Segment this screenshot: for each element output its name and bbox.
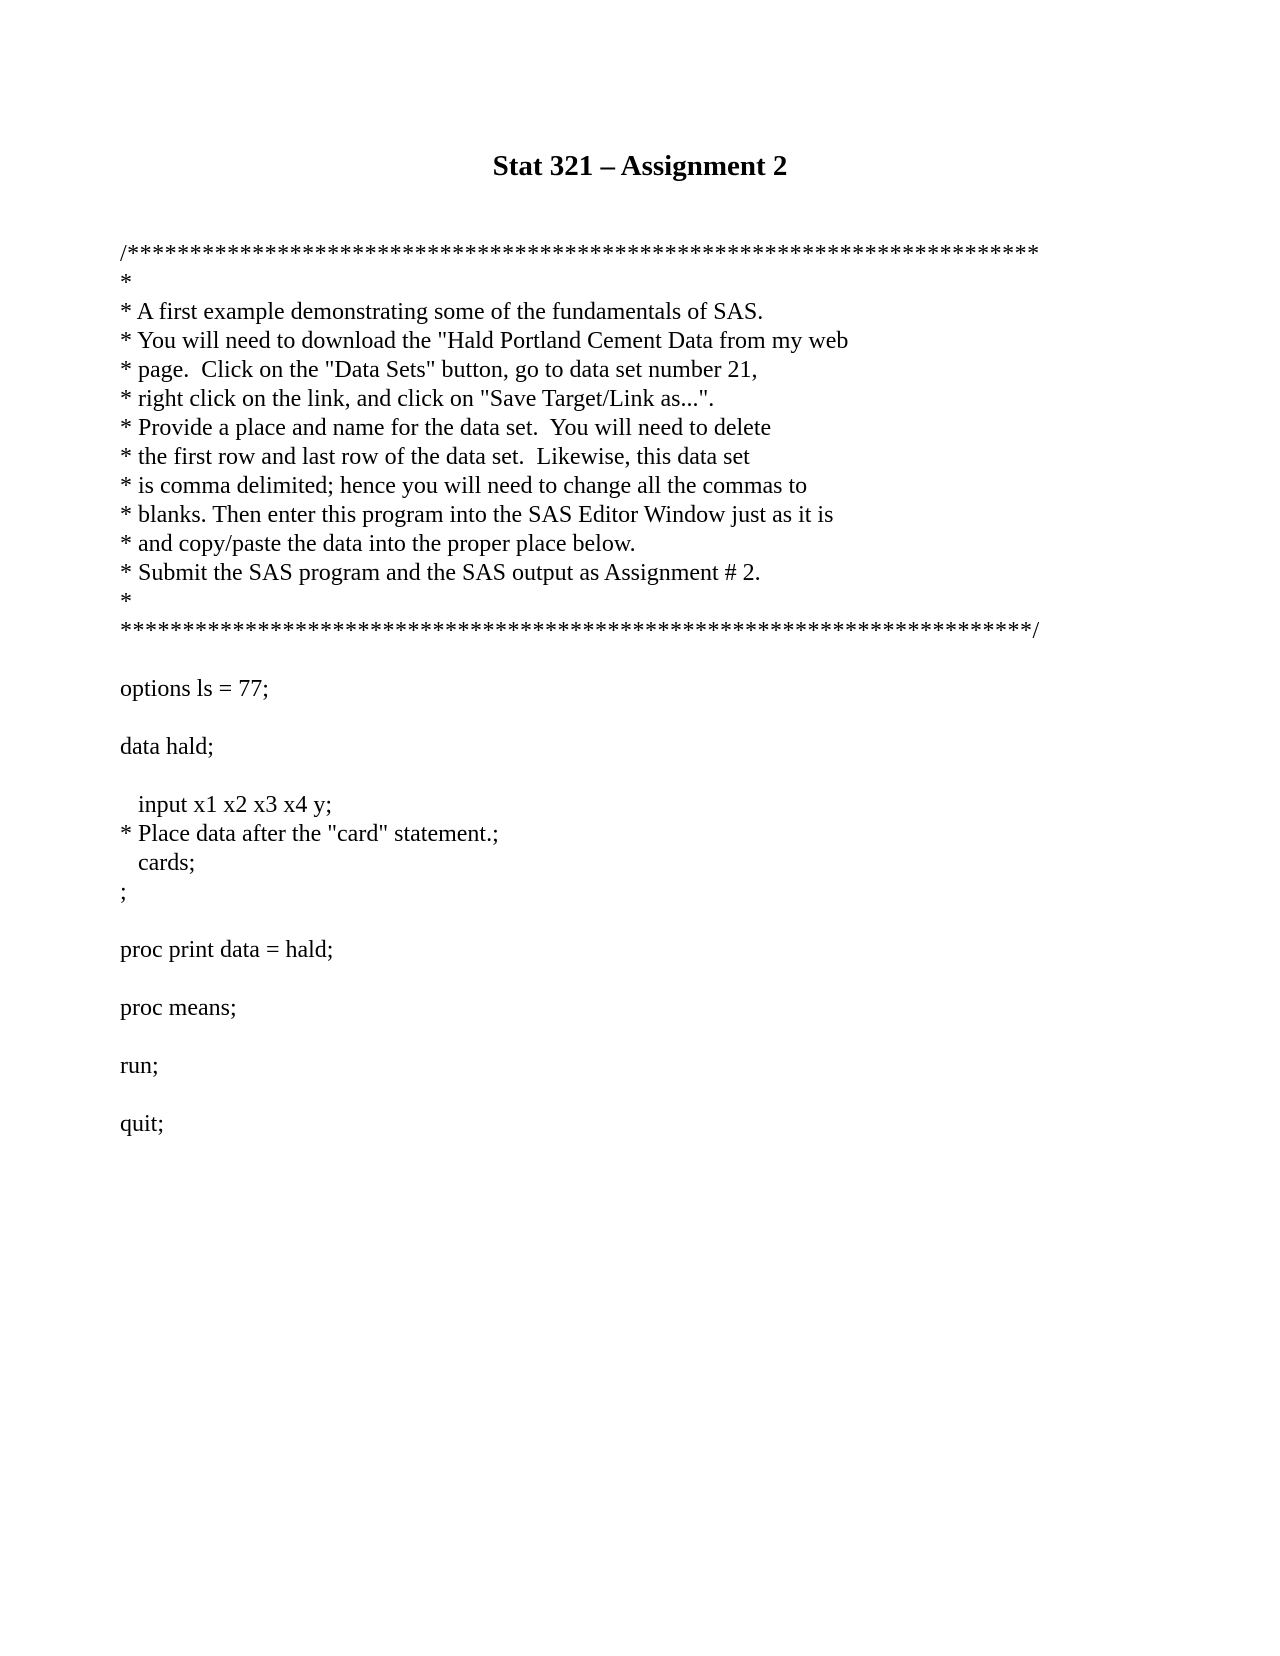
code-line: proc means; — [120, 995, 237, 1021]
comment-line: * the first row and last row of the data set. Likewise, this data set — [120, 444, 750, 470]
code-line: input x1 x2 x3 x4 y; — [120, 792, 333, 818]
comment-line: * You will need to download the "Hald Portland Cement Data from my web — [120, 328, 849, 354]
comment-line: * — [120, 270, 132, 296]
comment-line: * Provide a place and name for the data set. You will need to delete — [120, 415, 772, 441]
comment-close-line: *************************************************************************/ — [120, 618, 1040, 644]
comment-line: * and copy/paste the data into the proper place below. — [120, 531, 636, 557]
comment-line: * page. Click on the "Data Sets" button, go to data set number 21, — [120, 357, 758, 383]
comment-open-line: /************************************************************************* — [120, 241, 1040, 267]
sas-program-text — [120, 240, 1180, 1139]
code-line: run; — [120, 1053, 159, 1079]
comment-line: * blanks. Then enter this program into the SAS Editor Window just as it is — [120, 502, 834, 528]
code-line: cards; — [120, 850, 196, 876]
blank-line — [120, 1023, 1180, 1052]
blank-line — [120, 762, 1180, 791]
code-line: ; — [120, 879, 127, 905]
comment-line: * Submit the SAS program and the SAS output as Assignment # 2. — [120, 560, 761, 586]
blank-line — [120, 965, 1180, 994]
blank-line — [120, 1081, 1180, 1110]
code-line: data hald; — [120, 734, 214, 760]
page-title: Stat 321 – Assignment 2 — [492, 150, 788, 182]
code-comment-line: * Place data after the "card" statement.; — [120, 821, 499, 847]
comment-line: * is comma delimited; hence you will need to change all the commas to — [120, 473, 808, 499]
blank-line — [120, 907, 1180, 936]
blank-line — [120, 704, 1180, 733]
comment-line: * — [120, 589, 132, 615]
comment-line: * right click on the link, and click on "Save Target/Link as...". — [120, 386, 715, 412]
blank-line — [120, 646, 1180, 675]
code-line: quit; — [120, 1111, 165, 1137]
code-line: proc print data = hald; — [120, 937, 334, 963]
comment-line: * A first example demonstrating some of the fundamentals of SAS. — [120, 299, 764, 325]
code-line: options ls = 77; — [120, 676, 269, 702]
